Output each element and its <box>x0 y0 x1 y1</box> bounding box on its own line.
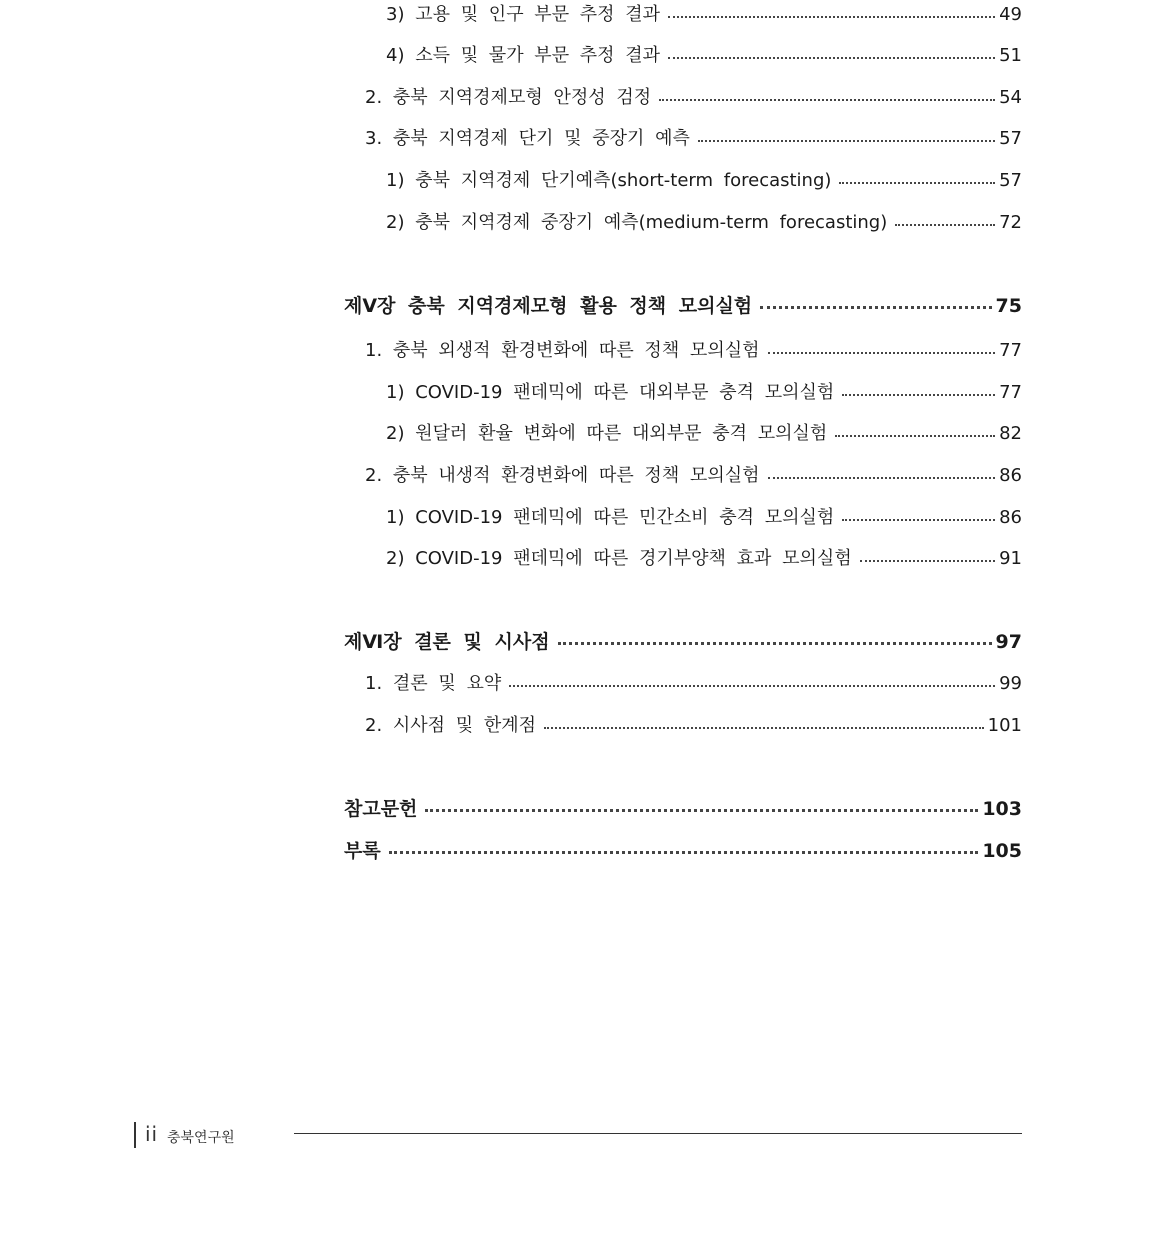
toc-entry-title: 2. 시사점 및 한계점 <box>365 715 537 736</box>
toc-entry[interactable] <box>344 166 1022 194</box>
toc-chapter[interactable] <box>344 794 1022 822</box>
toc-entry[interactable] <box>344 503 1022 531</box>
toc-entry[interactable] <box>344 378 1022 406</box>
toc-entry[interactable] <box>344 208 1022 236</box>
toc-entry-page: 86 <box>999 507 1022 528</box>
toc-chapter-page: 75 <box>995 295 1022 317</box>
toc-entry-page: 99 <box>999 673 1022 694</box>
toc-chapter[interactable] <box>344 627 1022 655</box>
toc-entry[interactable] <box>344 124 1022 152</box>
toc-chapter-title: 참고문헌 <box>344 798 418 820</box>
toc-chapter-title: 제Ⅴ장 충북 지역경제모형 활용 정책 모의실험 <box>344 295 753 317</box>
dot-leader <box>768 351 996 354</box>
dot-leader <box>668 15 995 18</box>
toc-entry-page: 54 <box>999 87 1022 108</box>
dot-leader <box>544 726 984 729</box>
toc-chapter[interactable] <box>344 836 1022 864</box>
dot-leader <box>860 559 995 562</box>
toc-entry-title: 3) 고용 및 인구 부문 추정 결과 <box>386 4 661 25</box>
dot-leader <box>760 305 991 309</box>
toc-entry-title: 2. 충북 지역경제모형 안정성 검정 <box>365 87 652 108</box>
footer-page-number: ii <box>145 1122 159 1146</box>
toc-entry[interactable] <box>344 461 1022 489</box>
dot-leader <box>698 139 995 142</box>
toc-entry-title: 2) 충북 지역경제 중장기 예측(medium-term forecasting) <box>386 212 888 233</box>
toc-entry-title: 1) COVID-19 팬데믹에 따른 민간소비 충격 모의실험 <box>386 507 835 528</box>
toc-entry-title: 1) COVID-19 팬데믹에 따른 대외부문 충격 모의실험 <box>386 382 835 403</box>
toc-entry-page: 77 <box>999 340 1022 361</box>
dot-leader <box>668 56 995 59</box>
toc-entry-page: 91 <box>999 548 1022 569</box>
dot-leader <box>842 393 995 396</box>
footer-organization: 충북연구원 <box>167 1130 235 1146</box>
dot-leader <box>659 98 995 101</box>
toc-entry-page: 57 <box>999 128 1022 149</box>
toc-entry-title: 2) 원달러 환율 변화에 따른 대외부문 충격 모의실험 <box>386 423 828 444</box>
toc-entry-page: 101 <box>987 715 1022 736</box>
page-footer <box>134 1120 1022 1150</box>
toc-entry-page: 72 <box>999 212 1022 233</box>
toc-entry-title: 3. 충북 지역경제 단기 및 중장기 예측 <box>365 128 690 149</box>
toc-entry[interactable] <box>344 419 1022 447</box>
toc-entry[interactable] <box>344 336 1022 364</box>
toc-entry[interactable] <box>344 83 1022 111</box>
toc-chapter-page: 103 <box>982 798 1022 820</box>
toc-chapter[interactable] <box>344 291 1022 319</box>
toc-entry[interactable] <box>344 41 1022 69</box>
toc-entry-title: 1. 충북 외생적 환경변화에 따른 정책 모의실험 <box>365 340 760 361</box>
toc-chapter-title: 제Ⅵ장 결론 및 시사점 <box>344 631 550 653</box>
toc-entry-title: 1. 결론 및 요약 <box>365 673 502 694</box>
dot-leader <box>558 641 992 645</box>
toc-entry-title: 2) COVID-19 팬데믹에 따른 경기부양책 효과 모의실험 <box>386 548 852 569</box>
footer-rule <box>294 1133 1022 1134</box>
toc-entry-page: 51 <box>999 45 1022 66</box>
dot-leader <box>509 684 995 687</box>
dot-leader <box>839 181 995 184</box>
dot-leader <box>895 223 995 226</box>
toc-chapter-page: 97 <box>995 631 1022 653</box>
toc-chapter-page: 105 <box>982 840 1022 862</box>
toc-entry-title: 4) 소득 및 물가 부문 추정 결과 <box>386 45 661 66</box>
dot-leader <box>389 850 979 854</box>
toc-entry[interactable] <box>344 544 1022 572</box>
toc-entry[interactable] <box>344 0 1022 28</box>
toc-entry[interactable] <box>344 669 1022 697</box>
toc-chapter-title: 부록 <box>344 840 381 862</box>
toc-entry-title: 1) 충북 지역경제 단기예측(short-term forecasting) <box>386 170 832 191</box>
dot-leader <box>835 434 995 437</box>
toc-entry[interactable] <box>344 711 1022 739</box>
toc-entry-page: 86 <box>999 465 1022 486</box>
toc-entry-page: 49 <box>999 4 1022 25</box>
dot-leader <box>842 518 995 521</box>
dot-leader <box>425 808 978 812</box>
dot-leader <box>768 476 996 479</box>
footer-vertical-bar <box>134 1122 136 1148</box>
toc-entry-page: 77 <box>999 382 1022 403</box>
toc-entry-page: 57 <box>999 170 1022 191</box>
toc-entry-title: 2. 충북 내생적 환경변화에 따른 정책 모의실험 <box>365 465 760 486</box>
toc-entry-page: 82 <box>999 423 1022 444</box>
